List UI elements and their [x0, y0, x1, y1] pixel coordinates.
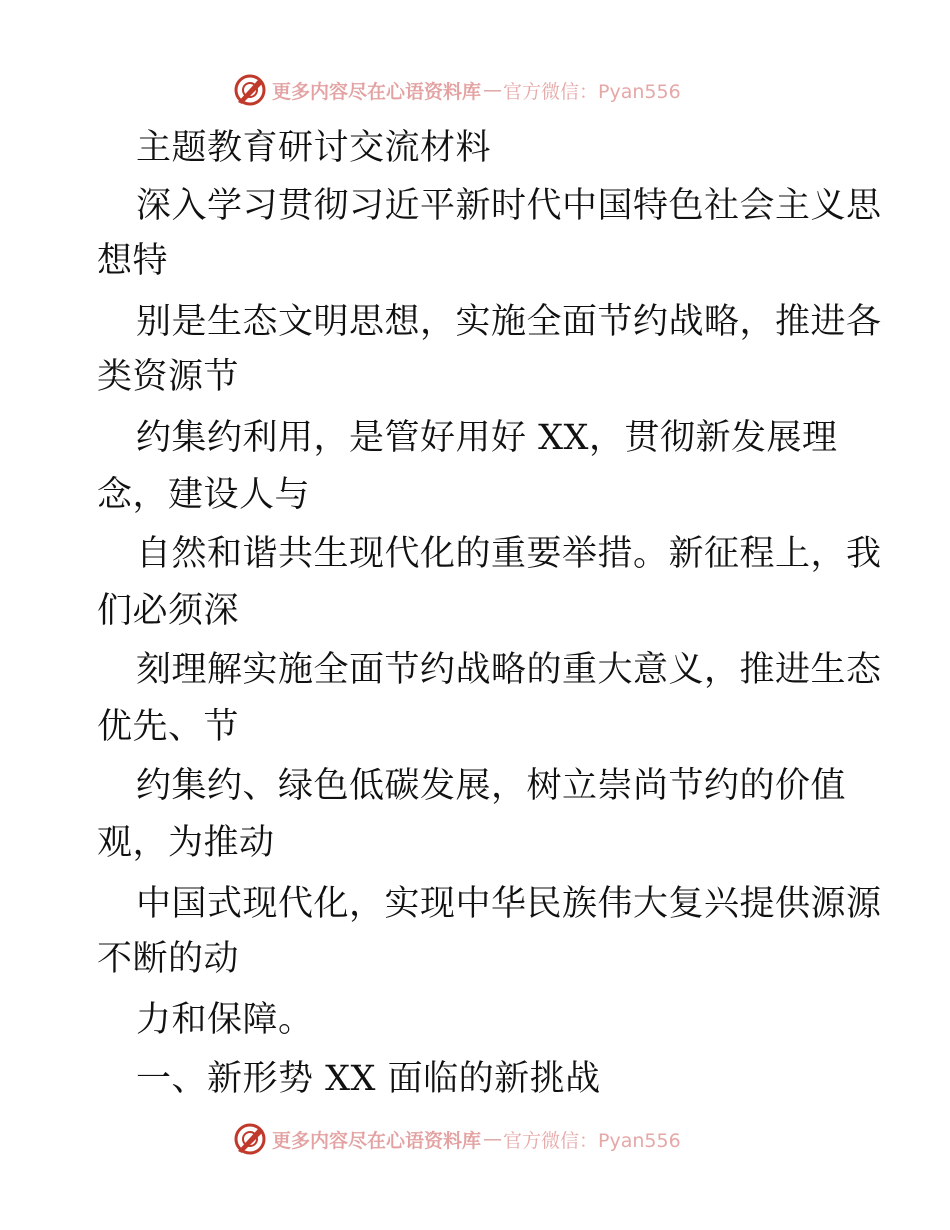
text-line: 约集约利用，是管好用好 XX，贯彻新发展理: [136, 418, 838, 458]
text-line: 约集约、绿色低碳发展，树立崇尚节约的价值: [136, 766, 847, 806]
footer-watermark: [232, 1121, 681, 1157]
text-line: 观，为推动: [97, 823, 275, 863]
watermark-brand: 更多内容尽在心语资料库: [272, 80, 482, 103]
text-line: 力和保障。: [136, 1000, 314, 1040]
header-watermark: [232, 72, 681, 108]
text-line: 优先、节: [97, 707, 240, 747]
text-line: 深入学习贯彻习近平新时代中国特色社会主义思: [136, 186, 882, 226]
text-line: 们必须深: [97, 591, 240, 631]
section-heading: 一、新形势 XX 面临的新挑战: [136, 1059, 601, 1099]
text-line: 想特: [97, 241, 169, 281]
watermark-contact: 官方微信：Pyan556: [503, 1129, 681, 1152]
watermark-separator: —: [483, 1128, 502, 1150]
text-line: 中国式现代化，实现中华民族伟大复兴提供源源: [136, 884, 882, 924]
text-line: 自然和谐共生现代化的重要举措。新征程上，我: [136, 534, 882, 574]
text-line: 类资源节: [97, 357, 240, 397]
brand-logo-icon: [232, 72, 268, 108]
document-title: 主题教育研讨交流材料: [136, 128, 492, 168]
text-line: 刻理解实施全面节约战略的重大意义，推进生态: [136, 650, 882, 690]
text-line: 不断的动: [97, 939, 240, 979]
watermark-contact: 官方微信：Pyan556: [503, 80, 681, 103]
watermark-separator: —: [483, 79, 502, 101]
brand-logo-icon: [232, 1121, 268, 1157]
watermark-brand: 更多内容尽在心语资料库: [272, 1129, 482, 1152]
text-line: 念，建设人与: [97, 475, 311, 515]
text-line: 别是生态文明思想，实施全面节约战略，推进各: [136, 302, 882, 342]
